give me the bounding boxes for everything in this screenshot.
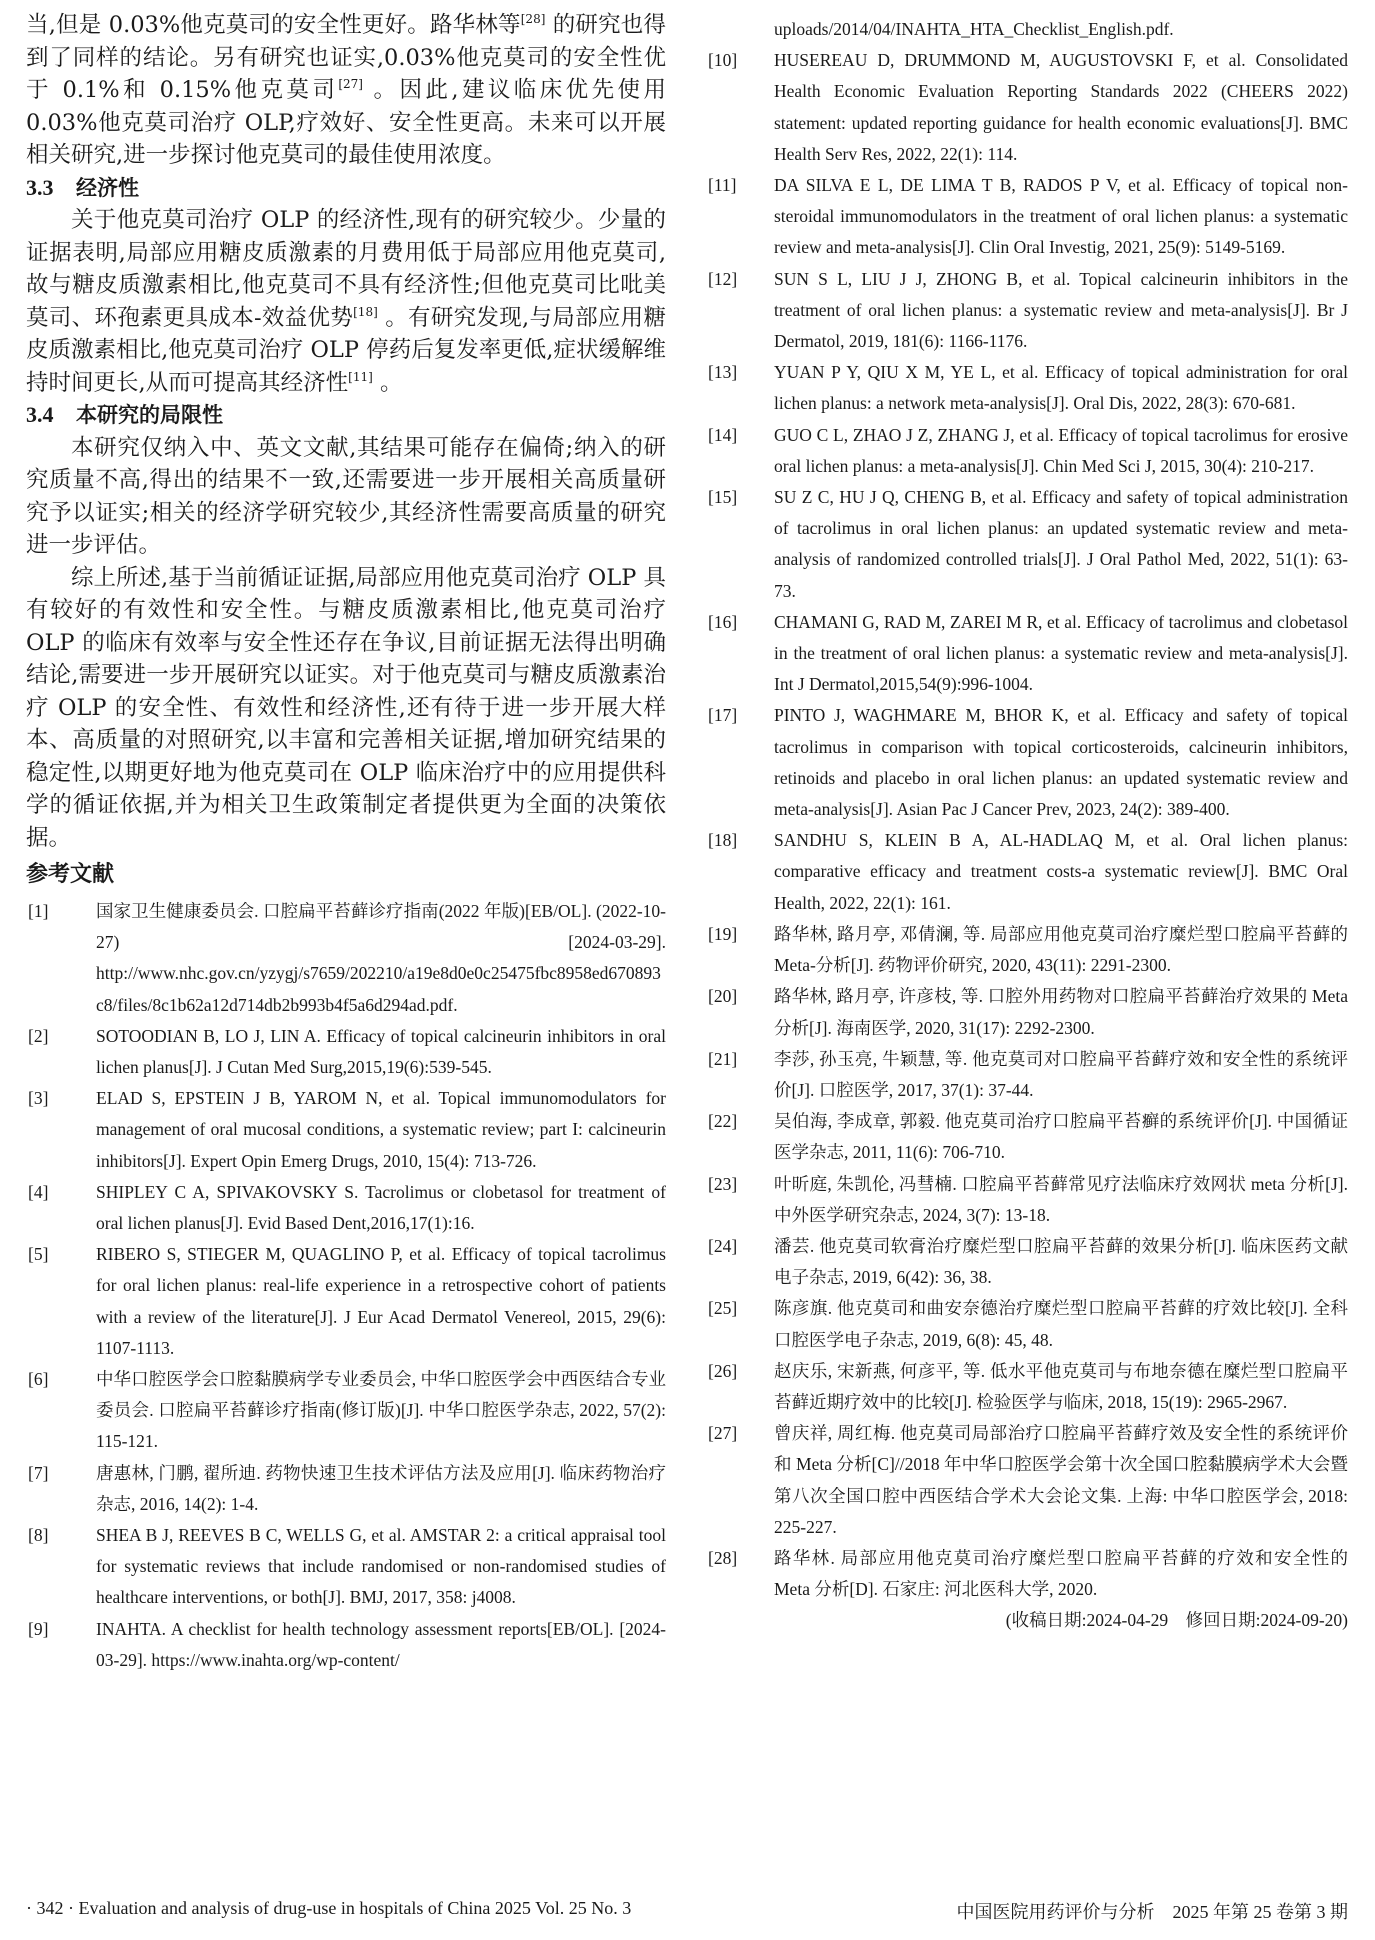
reference-text: INAHTA. A checklist for health technology assessment reports[EB/OL]. [2024-03-29]. https://www.inahta.org/wp-content/ — [96, 1618, 666, 1670]
reference-item — [708, 482, 1348, 607]
reference-text: SOTOODIAN B, LO J, LIN A. Efficacy of topical calcineurin inhibitors in oral lichen planus[J]. J Cutan Med Surg,2015,19(6):539-545. — [96, 1025, 666, 1078]
reference-text: 叶昕庭, 朱凯伦, 冯彗楠. 口腔扁平苔藓常见疗法临床疗效网状 meta 分析[J]. 中外医学研究杂志, 2024, 3(7): 13-18. — [774, 1173, 1348, 1225]
section-title: 本研究的局限性 — [76, 403, 223, 427]
reference-text: GUO C L, ZHAO J Z, ZHANG J, et al. Efficacy of topical tacrolimus for erosive oral lichen planus: a meta-analysis[J]. Chin Med Sci J, 2015, 30(4): 210-217. — [774, 424, 1348, 476]
reference-number: [20] — [708, 986, 738, 1007]
reference-number: [16] — [708, 611, 738, 632]
reference-number: [24] — [708, 1235, 738, 1256]
reference-number: [19] — [708, 923, 738, 944]
reference-number: [18] — [708, 830, 738, 851]
text-run: 的研究也得到了同样的结论。另有研究也证实,0.03%他克莫司的安全性优于 0.1%和 0.15%他克莫司 — [26, 12, 666, 103]
text-run: 。有研究发现,与局部应用糖皮质激素相比,他克莫司治疗 OLP 停药后复发率更低,症状缓解维持时间更长,从而可提高其经济性 — [26, 304, 666, 396]
reference-number: [27] — [708, 1423, 738, 1444]
reference-text: 赵庆乐, 宋新燕, 何彦平, 等. 低水平他克莫司与布地奈德在糜烂型口腔扁平苔藓近期疗效中的比较[J]. 检验医学与临床, 2018, 15(19): 2965-2967. — [774, 1360, 1348, 1412]
reference-text: SUN S L, LIU J J, ZHONG B, et al. Topical calcineurin inhibitors in the treatment of oral lichen planus: a systematic review and meta-analysis[J]. Br J Dermatol, 2019, 181(6): 1166-1176. — [774, 268, 1348, 352]
section-heading-3-3 — [26, 172, 666, 205]
reference-item — [708, 1293, 1348, 1355]
reference-number: [2] — [28, 1025, 49, 1046]
reference-continuation — [708, 14, 1348, 45]
conclusion-paragraph: 综上所述,基于当前循证证据,局部应用他克莫司治疗 OLP 具有较好的有效性和安全性。与糖皮质激素相比,他克莫司治疗 OLP 的临床有效率与安全性还存在争议,目前证据无法得出明确结论,需要进一步开展研究以证实。对于他克莫司与糖皮质激素治疗 OLP 的安全性、有效性和经济性,还有待于进一步开展大样本、高质量的对照研究,以丰富和完善相关证据,增加研究结果的稳定性,以期更好地为他克莫司在 OLP 临床治疗中的应用提供科学的循证依据,并为相关卫生政策制定者提供更为全面的决策依据。 — [26, 564, 666, 851]
limitations-paragraph: 本研究仅纳入中、英文文献,其结果可能存在偏倚;纳入的研究质量不高,得出的结果不一致,还需要进一步开展相关高质量研究予以证实;相关的经济学研究较少,其经济性需要高质量的研究进一步评估。 — [26, 434, 666, 558]
citation-link[interactable]: [27] — [338, 77, 363, 91]
references-heading: 参考文献 — [26, 862, 115, 887]
reference-item — [26, 896, 666, 1021]
reference-number: [12] — [708, 268, 738, 289]
text-run: 当,但是 0.03%他克莫司的安全性更好。路华林等 — [26, 12, 521, 38]
reference-item — [708, 1543, 1348, 1605]
continued-paragraph — [26, 9, 666, 172]
reference-list-left — [26, 896, 666, 1676]
reference-item — [708, 981, 1348, 1043]
reference-item — [26, 1239, 666, 1364]
reference-number: [1] — [28, 901, 49, 921]
reference-text: HUSEREAU D, DRUMMOND M, AUGUSTOVSKI F, et al. Consolidated Health Economic Evaluation Reporting Standards 2022 (CHEERS 2022) statement: updated reporting guidance for health economic evaluations[J]. BMC Health Serv Res, 2022, 22(1): 114. — [774, 50, 1348, 164]
reference-list-right — [708, 45, 1348, 1605]
citation-link[interactable]: [11] — [348, 369, 373, 384]
reference-item — [708, 1169, 1348, 1231]
reference-text: 国家卫生健康委员会. 口腔扁平苔藓诊疗指南(2022 年版)[EB/OL]. (2022-10-27) [2024-03-29]. http://www.nhc.gov.cn/yzygj/s7659/202210/a19e8d0e0c25475fbc8958ed670893c8/files/8c1b62a12d714db2b993b4f5a6d294ad.pdf. — [96, 901, 666, 1015]
reference-number: [15] — [708, 487, 738, 508]
reference-item — [26, 1520, 666, 1614]
reference-item — [708, 1044, 1348, 1106]
reference-number: [5] — [28, 1244, 49, 1265]
reference-text: 中华口腔医学会口腔黏膜病学专业委员会, 中华口腔医学会中西医结合专业委员会. 口腔扁平苔藓诊疗指南(修订版)[J]. 中华口腔医学杂志, 2022, 57(2): 115-121. — [96, 1369, 666, 1452]
reference-item — [708, 264, 1348, 358]
section-heading-3-4 — [26, 399, 666, 432]
reference-item — [708, 1356, 1348, 1418]
reference-item — [708, 1418, 1348, 1543]
reference-text: YUAN P Y, QIU X M, YE L, et al. Efficacy of topical administration for oral lichen planus: a network meta-analysis[J]. Oral Dis, 2022, 28(3): 670-681. — [774, 362, 1348, 414]
reference-item — [708, 607, 1348, 701]
reference-text: 曾庆祥, 周红梅. 他克莫司局部治疗口腔扁平苔藓疗效及安全性的系统评价和 Meta 分析[C]//2018 年中华口腔医学会第十次全国口腔黏膜病学术大会暨第八次全国口腔中西医结合学术大会论文集. 上海: 中华口腔医学会, 2018: 225-227. — [774, 1423, 1348, 1537]
reference-item — [708, 170, 1348, 264]
reference-number: [9] — [28, 1618, 49, 1639]
footer-right: 中国医院用药评价与分析 2025 年第 25 卷第 3 期 — [956, 1902, 1348, 1922]
reference-number: [17] — [708, 705, 738, 726]
reference-item — [708, 825, 1348, 919]
reference-text: CHAMANI G, RAD M, ZAREI M R, et al. Efficacy of tacrolimus and clobetasol in the treatment of oral lichen planus: a systematic review and meta-analysis[J]. Int J Dermatol,2015,54(9):996-1004. — [774, 611, 1348, 695]
reference-number: [3] — [28, 1088, 49, 1109]
reference-item — [26, 1021, 666, 1083]
text-run: 关于他克莫司治疗 OLP 的经济性,现有的研究较少。少量的证据表明,局部应用糖皮质激素的月费用低于局部应用他克莫司,故与糖皮质激素相比,他克莫司不具有经济性;但他克莫司比吡美莫司、环孢素更具成本-效益优势 — [26, 207, 666, 331]
reference-item — [708, 1106, 1348, 1168]
reference-text: SHEA B J, REEVES B C, WELLS G, et al. AMSTAR 2: a critical appraisal tool for systematic reviews that include randomised or non-randomised studies of healthcare interventions, or both[J]. BMJ, 2017, 358: j4008. — [96, 1525, 666, 1608]
reference-number: [23] — [708, 1173, 738, 1194]
reference-text: 唐惠林, 门鹏, 翟所迪. 药物快速卫生技术评估方法及应用[J]. 临床药物治疗杂志, 2016, 14(2): 1-4. — [96, 1462, 666, 1514]
footer-left: · 342 · Evaluation and analysis of drug-use in hospitals of China 2025 Vol. 25 No. 3 — [26, 1898, 632, 1918]
reference-number: [22] — [708, 1111, 738, 1132]
reference-text: 吴伯海, 李成章, 郭毅. 他克莫司治疗口腔扁平苔癣的系统评价[J]. 中国循证医学杂志, 2011, 11(6): 706-710. — [774, 1111, 1348, 1163]
section-number: 3.3 — [26, 174, 54, 200]
reference-number: [11] — [708, 175, 737, 196]
reference-number: [10] — [708, 50, 738, 71]
citation-link[interactable]: [18] — [353, 304, 378, 319]
reference-text: PINTO J, WAGHMARE M, BHOR K, et al. Efficacy and safety of topical tacrolimus in comparison with topical corticosteroids, calcineurin inhibitors, retinoids and placebo in oral lichen planus: an updated systematic review and meta-analysis[J]. Asian Pac J Cancer Prev, 2023, 24(2): 389-400. — [774, 705, 1348, 820]
reference-item — [708, 420, 1348, 482]
reference-text: 路华林, 路月亭, 邓倩澜, 等. 局部应用他克莫司治疗糜烂型口腔扁平苔藓的 Meta-分析[J]. 药物评价研究, 2020, 43(11): 2291-2300. — [774, 923, 1348, 976]
page-footer — [26, 1898, 1348, 1924]
reference-text: 路华林, 路月亭, 许彦枝, 等. 口腔外用药物对口腔扁平苔藓治疗效果的 Meta 分析[J]. 海南医学, 2020, 31(17): 2292-2300. — [774, 986, 1348, 1038]
reference-item — [26, 1083, 666, 1177]
reference-item — [708, 919, 1348, 981]
reference-item — [26, 1458, 666, 1520]
reference-item — [708, 1231, 1348, 1293]
reference-text: RIBERO S, STIEGER M, QUAGLINO P, et al. Efficacy of topical tacrolimus for oral lichen planus: real-life experience in a retrospective cohort of patients with a review of the literature[J]. J Eur Acad Dermatol Venereol, 2015, 29(6): 1107-1113. — [96, 1244, 666, 1358]
reference-text: uploads/2014/04/INAHTA_HTA_Checklist_English.pdf. — [774, 19, 1174, 39]
reference-item — [26, 1364, 666, 1458]
reference-number: [28] — [708, 1547, 738, 1568]
text-run: 。 — [372, 369, 403, 396]
economics-paragraph — [26, 204, 666, 399]
reference-number: [26] — [708, 1360, 738, 1381]
reference-item — [26, 1614, 666, 1676]
section-title: 经济性 — [76, 175, 139, 200]
section-number: 3.4 — [26, 402, 54, 427]
reference-text: 李莎, 孙玉亮, 牛颖慧, 等. 他克莫司对口腔扁平苔藓疗效和安全性的系统评价[J]. 口腔医学, 2017, 37(1): 37-44. — [774, 1048, 1348, 1100]
reference-text: SHIPLEY C A, SPIVAKOVSKY S. Tacrolimus or clobetasol for treatment of oral lichen planus[J]. Evid Based Dent,2016,17(1):16. — [96, 1181, 666, 1234]
reference-text: 陈彦旗. 他克莫司和曲安奈德治疗糜烂型口腔扁平苔藓的疗效比较[J]. 全科口腔医学电子杂志, 2019, 6(8): 45, 48. — [774, 1298, 1348, 1350]
reference-number: [8] — [28, 1525, 49, 1546]
reference-number: [4] — [28, 1181, 49, 1202]
reference-item — [708, 700, 1348, 825]
reference-item — [708, 357, 1348, 419]
reference-item — [708, 45, 1348, 170]
right-column — [708, 0, 1348, 1636]
reference-number: [7] — [28, 1462, 49, 1483]
left-column — [26, 0, 666, 1676]
received-dates: (收稿日期:2024-04-29 修回日期:2024-09-20) — [1005, 1610, 1348, 1631]
reference-number: [6] — [28, 1369, 49, 1390]
reference-number: [21] — [708, 1048, 738, 1069]
reference-number: [13] — [708, 362, 738, 383]
reference-number: [25] — [708, 1298, 738, 1319]
reference-text: ELAD S, EPSTEIN J B, YAROM N, et al. Topical immunomodulators for management of oral mucosal conditions, a systematic review; part I: calcineurin inhibitors[J]. Expert Opin Emerg Drugs, 2010, 15(4): 713-726. — [96, 1088, 666, 1171]
reference-number: [14] — [708, 424, 738, 445]
reference-text: DA SILVA E L, DE LIMA T B, RADOS P V, et al. Efficacy of topical non-steroidal immunomodulators in the treatment of oral lichen planus: a systematic review and meta-analysis[J]. Clin Oral Investig, 2021, 25(9): 5149-5169. — [774, 175, 1348, 258]
citation-link[interactable]: [28] — [520, 12, 546, 26]
reference-text: 潘芸. 他克莫司软膏治疗糜烂型口腔扁平苔藓的效果分析[J]. 临床医药文献电子杂志, 2019, 6(42): 36, 38. — [774, 1235, 1348, 1288]
text-run: 。因此,建议临床优先使用 0.03%他克莫司治疗 OLP,疗效好、安全性更高。未来可以开展相关研究,进一步探讨他克莫司的最佳使用浓度。 — [26, 77, 666, 168]
reference-text: SU Z C, HU J Q, CHENG B, et al. Efficacy and safety of topical administration of tacrolimus in oral lichen planus: an updated systematic review and meta-analysis of randomized controlled trials[J]. J Oral Pathol Med, 2022, 51(1): 63-73. — [774, 487, 1348, 601]
reference-text: 路华林. 局部应用他克莫司治疗糜烂型口腔扁平苔藓的疗效和安全性的 Meta 分析[D]. 石家庄: 河北医科大学, 2020. — [774, 1547, 1348, 1600]
reference-text: SANDHU S, KLEIN B A, AL-HADLAQ M, et al. Oral lichen planus: comparative efficacy and treatment costs-a systematic review[J]. BMC Oral Health, 2022, 22(1): 161. — [774, 830, 1348, 913]
reference-item — [26, 1177, 666, 1239]
